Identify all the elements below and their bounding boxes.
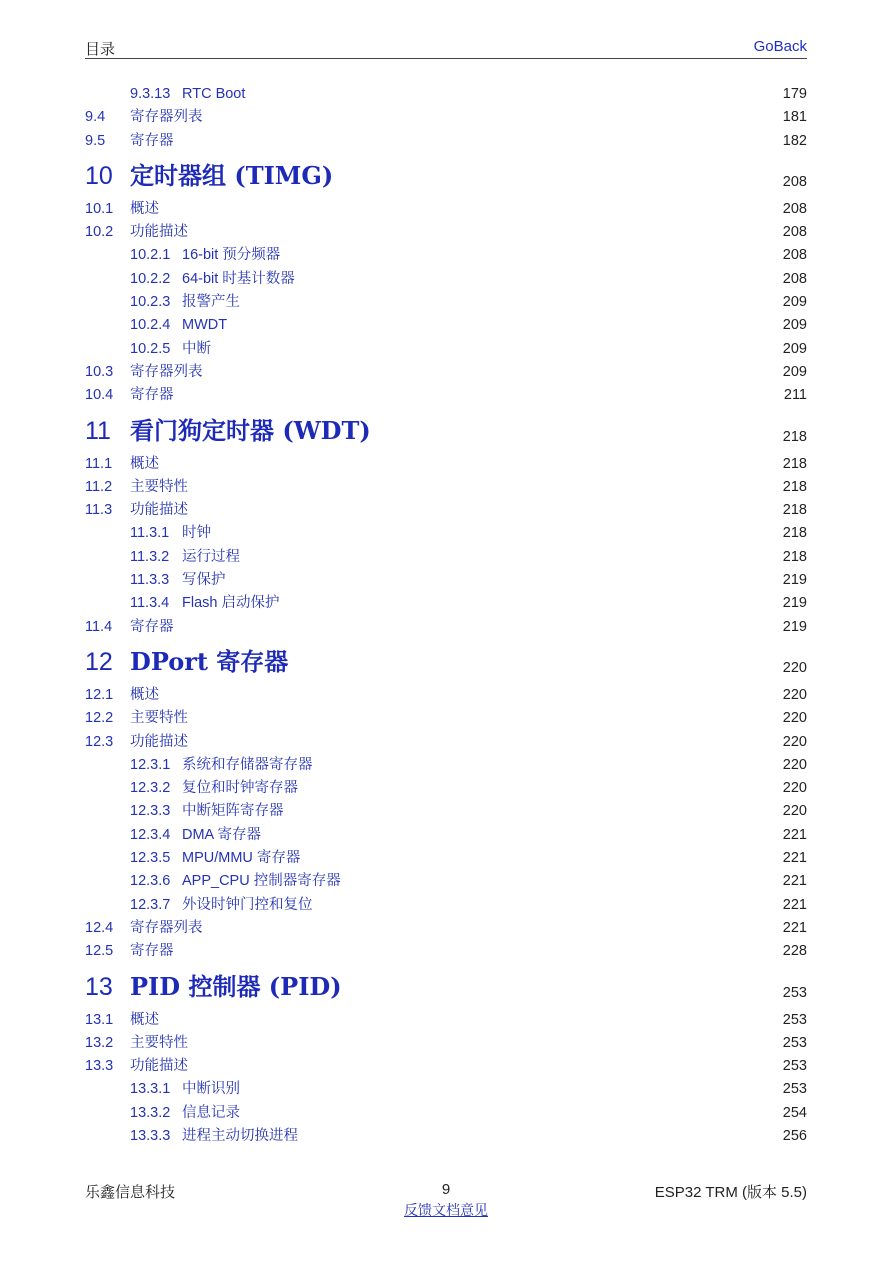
toc-entry-page[interactable]: 182 [782, 132, 807, 149]
toc-entry-page[interactable]: 220 [782, 780, 807, 797]
toc-entry-page[interactable]: 228 [782, 943, 807, 960]
toc-subsection-entry[interactable] [85, 894, 807, 917]
toc-chapter-entry[interactable] [85, 639, 807, 684]
toc-entry-number: 10 [85, 161, 113, 190]
toc-entry-title[interactable]: 功能描述 [130, 224, 188, 241]
toc-entry-page[interactable]: 221 [782, 919, 807, 936]
toc-subsection-entry[interactable] [85, 1102, 807, 1125]
toc-entry-page[interactable]: 208 [782, 173, 807, 190]
toc-subsection-entry[interactable] [85, 847, 807, 870]
toc-entry-title[interactable]: 功能描述 [130, 733, 188, 750]
toc-entry-title[interactable]: 中断识别 [182, 1081, 240, 1098]
toc-entry-number: 11.1 [85, 455, 113, 472]
toc-entry-title[interactable]: 概述 [130, 686, 159, 703]
toc-section-entry[interactable] [85, 361, 807, 384]
toc-entry-number: 13.3 [85, 1058, 114, 1075]
toc-entry-page[interactable]: 220 [782, 686, 807, 703]
toc-entry-number: 9.5 [85, 132, 106, 149]
toc-entry-number: 9.3.13 [130, 86, 171, 102]
toc-entry-page[interactable]: 209 [782, 294, 807, 311]
toc-section-entry[interactable] [85, 917, 807, 940]
toc-section-entry[interactable] [85, 684, 807, 707]
toc-chapter-entry[interactable] [85, 408, 807, 453]
toc-entry-title[interactable]: 概述 [130, 1011, 159, 1028]
toc-entry-title[interactable]: 寄存器 [130, 387, 174, 404]
section-label: 目录 [85, 41, 116, 58]
toc-entry-page[interactable]: 218 [782, 455, 807, 472]
toc-entry-page[interactable]: 254 [782, 1104, 807, 1121]
toc-entry-title[interactable]: 寄存器列表 [130, 919, 203, 936]
toc-entry-page[interactable]: 209 [782, 317, 807, 334]
toc-entry-title[interactable]: 写保护 [182, 572, 226, 589]
toc-entry-title[interactable]: 寄存器 [130, 943, 174, 960]
toc-entry-page[interactable]: 209 [782, 340, 807, 357]
toc-entry-page[interactable]: 253 [782, 1081, 807, 1098]
toc-entry-number: 11.3.3 [130, 572, 170, 589]
toc-section-entry[interactable] [85, 198, 807, 221]
toc-entry-title[interactable]: 时钟 [182, 525, 211, 542]
toc-subsection-entry[interactable] [85, 777, 807, 800]
feedback-area [0, 1200, 892, 1220]
toc-entry-number: 11.3.1 [130, 525, 170, 542]
toc-entry-number: 13.2 [85, 1034, 114, 1051]
toc-entry-title[interactable]: 报警产生 [182, 294, 240, 311]
toc-chapter-entry[interactable] [85, 964, 807, 1009]
toc-entry-page[interactable]: 219 [782, 595, 807, 612]
toc-entry-title[interactable]: 16-bit 预分频器 [182, 247, 281, 264]
toc-subsection-entry[interactable] [85, 592, 807, 615]
footer-doc-version: ESP32 TRM (版本 5.5) [654, 1184, 807, 1201]
toc-entry-page[interactable]: 220 [782, 733, 807, 750]
toc-entry-number: 12.3.2 [130, 780, 171, 797]
toc-entry-page[interactable]: 253 [782, 1058, 807, 1075]
toc-entry-title[interactable]: PID 控制器 (PID) [130, 971, 342, 1001]
toc-entry-page[interactable]: 219 [782, 618, 807, 635]
toc-section-entry[interactable] [85, 616, 807, 639]
toc-subsection-entry[interactable] [85, 800, 807, 823]
toc-entry-number: 12.3.6 [130, 873, 171, 890]
goback-link[interactable]: GoBack [753, 38, 807, 55]
toc-entry-number: 12.2 [85, 710, 114, 727]
toc-section-entry[interactable] [85, 476, 807, 499]
toc-entry-title[interactable]: 概述 [130, 200, 159, 217]
toc-entry-page[interactable]: 253 [782, 1011, 807, 1028]
toc-subsection-entry[interactable] [85, 314, 807, 337]
feedback-link[interactable]: 反馈文档意见 [404, 1202, 488, 1218]
toc-entry-number: 12.1 [85, 686, 114, 703]
toc-entry-title[interactable]: 功能描述 [130, 502, 188, 519]
toc-entry-page[interactable]: 208 [782, 270, 807, 287]
toc-entry-number: 12.4 [85, 919, 114, 936]
toc-entry-title[interactable]: RTC Boot [182, 86, 246, 102]
toc-entry-title[interactable]: MWDT [182, 317, 228, 334]
toc-section-entry[interactable] [85, 1032, 807, 1055]
toc-entry-number: 13.3.1 [130, 1081, 171, 1098]
toc-entry-page[interactable]: 256 [782, 1127, 807, 1144]
toc-entry-number: 10.2.5 [130, 340, 171, 357]
toc-entry-title[interactable]: 信息记录 [182, 1104, 240, 1121]
toc-entry-number: 11.4 [85, 618, 113, 635]
toc-entry-page[interactable]: 221 [782, 826, 807, 843]
toc-entry-page[interactable]: 253 [782, 1034, 807, 1051]
toc-entry-number: 11.3.4 [130, 595, 170, 612]
toc-entry-number: 13.3.3 [130, 1127, 171, 1144]
toc-section-entry[interactable] [85, 384, 807, 407]
toc-entry-number: 12.3.1 [130, 756, 171, 773]
toc-entry-title[interactable]: DMA 寄存器 [182, 826, 261, 843]
toc-section-entry[interactable] [85, 221, 807, 244]
toc-entry-title[interactable]: 进程主动切换进程 [182, 1127, 298, 1144]
toc-entry-number: 10.2.2 [130, 270, 171, 287]
table-of-contents [85, 83, 807, 1148]
toc-section-entry[interactable] [85, 499, 807, 522]
toc-entry-page[interactable]: 221 [782, 896, 807, 913]
toc-subsection-entry[interactable] [85, 870, 807, 893]
toc-entry-page[interactable]: 211 [783, 387, 807, 404]
toc-entry-number: 12.3.3 [130, 803, 171, 820]
toc-entry-number: 13.3.2 [130, 1104, 171, 1121]
toc-entry-title[interactable]: 主要特性 [130, 710, 188, 727]
toc-entry-title[interactable]: 复位和时钟寄存器 [182, 780, 298, 797]
toc-section-entry[interactable] [85, 130, 807, 153]
toc-entry-title[interactable]: 主要特性 [130, 1034, 188, 1051]
toc-subsection-entry[interactable] [85, 268, 807, 291]
toc-entry-title[interactable]: 中断 [182, 340, 211, 357]
toc-entry-number: 12 [85, 647, 113, 676]
toc-entry-title[interactable]: 寄存器列表 [130, 109, 203, 126]
toc-entry-title[interactable]: 中断矩阵寄存器 [182, 803, 284, 820]
toc-entry-title[interactable]: 定时器组 (TIMG) [130, 160, 334, 190]
toc-entry-title[interactable]: 运行过程 [182, 548, 240, 565]
toc-section-entry[interactable] [85, 1055, 807, 1078]
toc-subsection-entry[interactable] [85, 522, 807, 545]
toc-entry-page[interactable]: 218 [782, 478, 807, 495]
toc-entry-title[interactable]: 看门狗定时器 (WDT) [130, 415, 371, 445]
toc-entry-page[interactable]: 253 [782, 984, 807, 1001]
toc-entry-page[interactable]: 220 [782, 659, 807, 676]
toc-section-entry[interactable] [85, 453, 807, 476]
toc-section-entry[interactable] [85, 106, 807, 129]
toc-subsection-entry[interactable] [85, 291, 807, 314]
toc-subsection-entry[interactable] [85, 244, 807, 267]
toc-section-entry[interactable] [85, 707, 807, 730]
toc-entry-title[interactable]: 外设时钟门控和复位 [182, 896, 313, 913]
page-header [85, 36, 807, 59]
footer-company: 乐鑫信息科技 [85, 1184, 176, 1201]
toc-entry-page[interactable]: 208 [782, 224, 807, 241]
toc-entry-number: 12.3.7 [130, 896, 171, 913]
toc-entry-page[interactable]: 209 [782, 363, 807, 380]
toc-subsection-entry[interactable] [85, 83, 807, 106]
toc-entry-number: 11.2 [85, 478, 113, 495]
toc-entry-page[interactable]: 218 [782, 525, 807, 542]
toc-entry-page[interactable]: 220 [782, 710, 807, 727]
toc-entry-title[interactable]: 系统和存储器寄存器 [182, 756, 313, 773]
toc-entry-number: 12.5 [85, 943, 114, 960]
toc-subsection-entry[interactable] [85, 824, 807, 847]
footer-page-number: 9 [441, 1181, 451, 1198]
toc-entry-page[interactable]: 208 [782, 200, 807, 217]
toc-entry-page[interactable]: 218 [782, 502, 807, 519]
toc-entry-number: 10.4 [85, 387, 114, 404]
toc-entry-page[interactable]: 218 [782, 428, 807, 445]
toc-entry-number: 11.3.2 [130, 548, 170, 565]
toc-subsection-entry[interactable] [85, 754, 807, 777]
toc-entry-number: 10.1 [85, 200, 114, 217]
toc-entry-page[interactable]: 208 [782, 247, 807, 264]
toc-chapter-entry[interactable] [85, 153, 807, 198]
toc-entry-number: 10.2 [85, 224, 114, 241]
toc-entry-number: 10.2.4 [130, 317, 171, 334]
toc-entry-page[interactable]: 179 [782, 86, 807, 102]
toc-section-entry[interactable] [85, 1009, 807, 1032]
toc-entry-title[interactable]: 寄存器 [130, 618, 174, 635]
toc-entry-page[interactable]: 221 [782, 873, 807, 890]
toc-entry-title[interactable]: APP_CPU 控制器寄存器 [182, 873, 341, 890]
toc-entry-number: 13.1 [85, 1011, 114, 1028]
toc-subsection-entry[interactable] [85, 546, 807, 569]
toc-subsection-entry[interactable] [85, 338, 807, 361]
toc-entry-title[interactable]: 概述 [130, 455, 159, 472]
toc-entry-title[interactable]: 功能描述 [130, 1058, 188, 1075]
toc-entry-number: 11.3 [85, 502, 113, 519]
toc-entry-page[interactable]: 181 [782, 109, 807, 126]
toc-entry-title[interactable]: 寄存器 [130, 132, 174, 149]
toc-entry-number: 10.3 [85, 363, 114, 380]
toc-entry-page[interactable]: 219 [782, 572, 807, 589]
toc-entry-number: 10.2.1 [130, 247, 171, 264]
toc-entry-number: 9.4 [85, 109, 106, 126]
toc-entry-title[interactable]: Flash 启动保护 [182, 595, 280, 612]
toc-entry-title[interactable]: 64-bit 时基计数器 [182, 270, 295, 287]
toc-entry-number: 13 [85, 972, 113, 1001]
toc-entry-page[interactable]: 220 [782, 756, 807, 773]
toc-subsection-entry[interactable] [85, 569, 807, 592]
toc-section-entry[interactable] [85, 940, 807, 963]
toc-subsection-entry[interactable] [85, 1125, 807, 1148]
toc-entry-number: 12.3.4 [130, 826, 171, 843]
toc-entry-title[interactable]: MPU/MMU 寄存器 [182, 850, 301, 867]
toc-entry-page[interactable]: 220 [782, 803, 807, 820]
toc-subsection-entry[interactable] [85, 1078, 807, 1101]
toc-entry-number: 12.3.5 [130, 850, 171, 867]
toc-entry-number: 12.3 [85, 733, 114, 750]
toc-entry-page[interactable]: 218 [782, 548, 807, 565]
toc-entry-title[interactable]: 主要特性 [130, 478, 188, 495]
toc-entry-title[interactable]: 寄存器列表 [130, 363, 203, 380]
toc-entry-title[interactable]: DPort 寄存器 [130, 646, 289, 676]
toc-entry-page[interactable]: 221 [782, 850, 807, 867]
toc-section-entry[interactable] [85, 731, 807, 754]
toc-entry-number: 11 [85, 416, 111, 445]
toc-entry-number: 10.2.3 [130, 294, 171, 311]
